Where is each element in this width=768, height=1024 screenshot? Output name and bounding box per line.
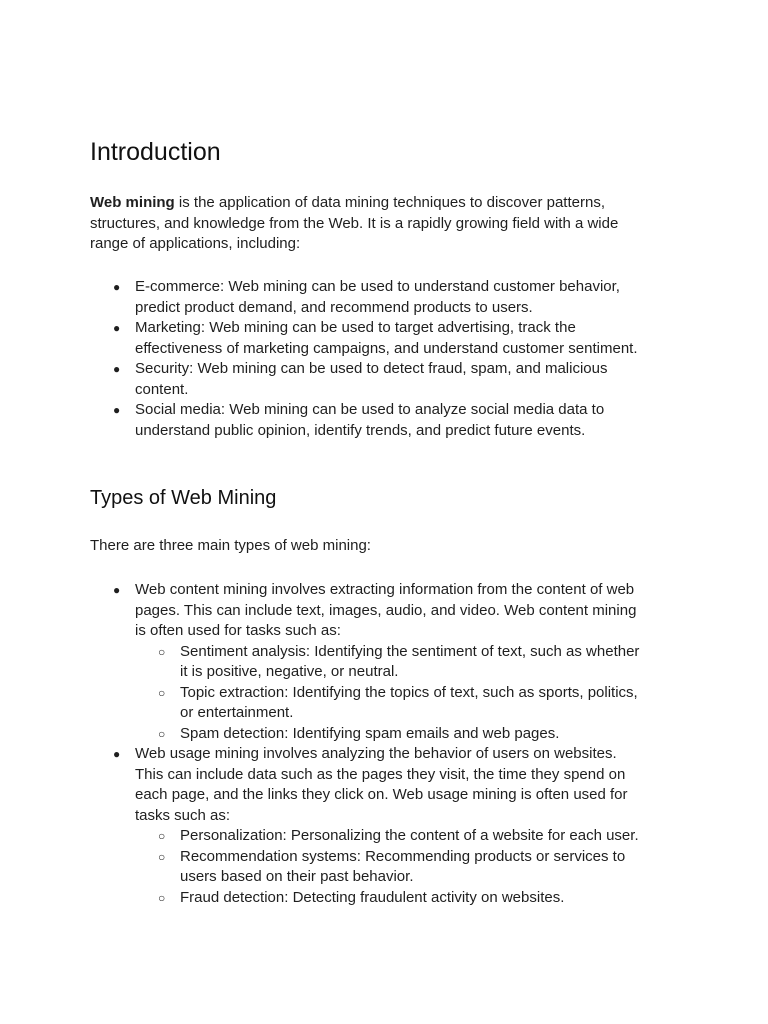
- sub-list-item: ○ Sentiment analysis: Identifying the sentiment of text, such as whether it is positive, negative, or neutral.: [135, 642, 640, 683]
- applications-list: [90, 277, 640, 441]
- list-item: ● Social media: Web mining can be used to analyze social media data to understand public opinion, identify trends, and predict future events.: [90, 400, 640, 441]
- sub-list: [135, 642, 640, 745]
- types-intro-paragraph: There are three main types of web mining:: [90, 537, 371, 554]
- list-item-text: Web usage mining involves analyzing the behavior of users on websites. This can include data such as the pages they visit, the time they spend on each page, and the links they click on. Web usage mining is often used for tasks such as:: [135, 745, 628, 824]
- introduction-paragraph: [90, 193, 630, 255]
- web-mining-bold-term: Web mining: [90, 194, 175, 211]
- list-item: [90, 580, 640, 744]
- list-item-text: Web content mining involves extracting information from the content of web pages. This can include text, images, audio, and video. Web content mining is often used for tasks such as:: [135, 581, 637, 639]
- types-heading: Types of Web Mining: [90, 487, 277, 509]
- list-item: ● Security: Web mining can be used to detect fraud, spam, and malicious content.: [90, 359, 640, 400]
- list-item: [90, 744, 640, 908]
- sub-list-item: ○ Spam detection: Identifying spam emails and web pages.: [135, 724, 640, 745]
- introduction-heading: Introduction: [90, 138, 221, 166]
- sub-list-item: ○ Personalization: Personalizing the content of a website for each user.: [135, 826, 640, 847]
- sub-list: [135, 826, 640, 908]
- introduction-paragraph-text: is the application of data mining techniques to discover patterns, structures, and knowledge from the Web. It is a rapidly growing field with a wide range of applications, including:: [90, 194, 619, 252]
- list-item: ● Marketing: Web mining can be used to target advertising, track the effectiveness of marketing campaigns, and understand customer sentiment.: [90, 318, 640, 359]
- sub-list-item: ○ Recommendation systems: Recommending products or services to users based on their past behavior.: [135, 847, 640, 888]
- sub-list-item: ○ Fraud detection: Detecting fraudulent activity on websites.: [135, 888, 640, 909]
- sub-list-item: ○ Topic extraction: Identifying the topics of text, such as sports, politics, or entertainment.: [135, 683, 640, 724]
- list-item: ● E-commerce: Web mining can be used to understand customer behavior, predict product demand, and recommend products to users.: [90, 277, 640, 318]
- types-list: [90, 580, 640, 908]
